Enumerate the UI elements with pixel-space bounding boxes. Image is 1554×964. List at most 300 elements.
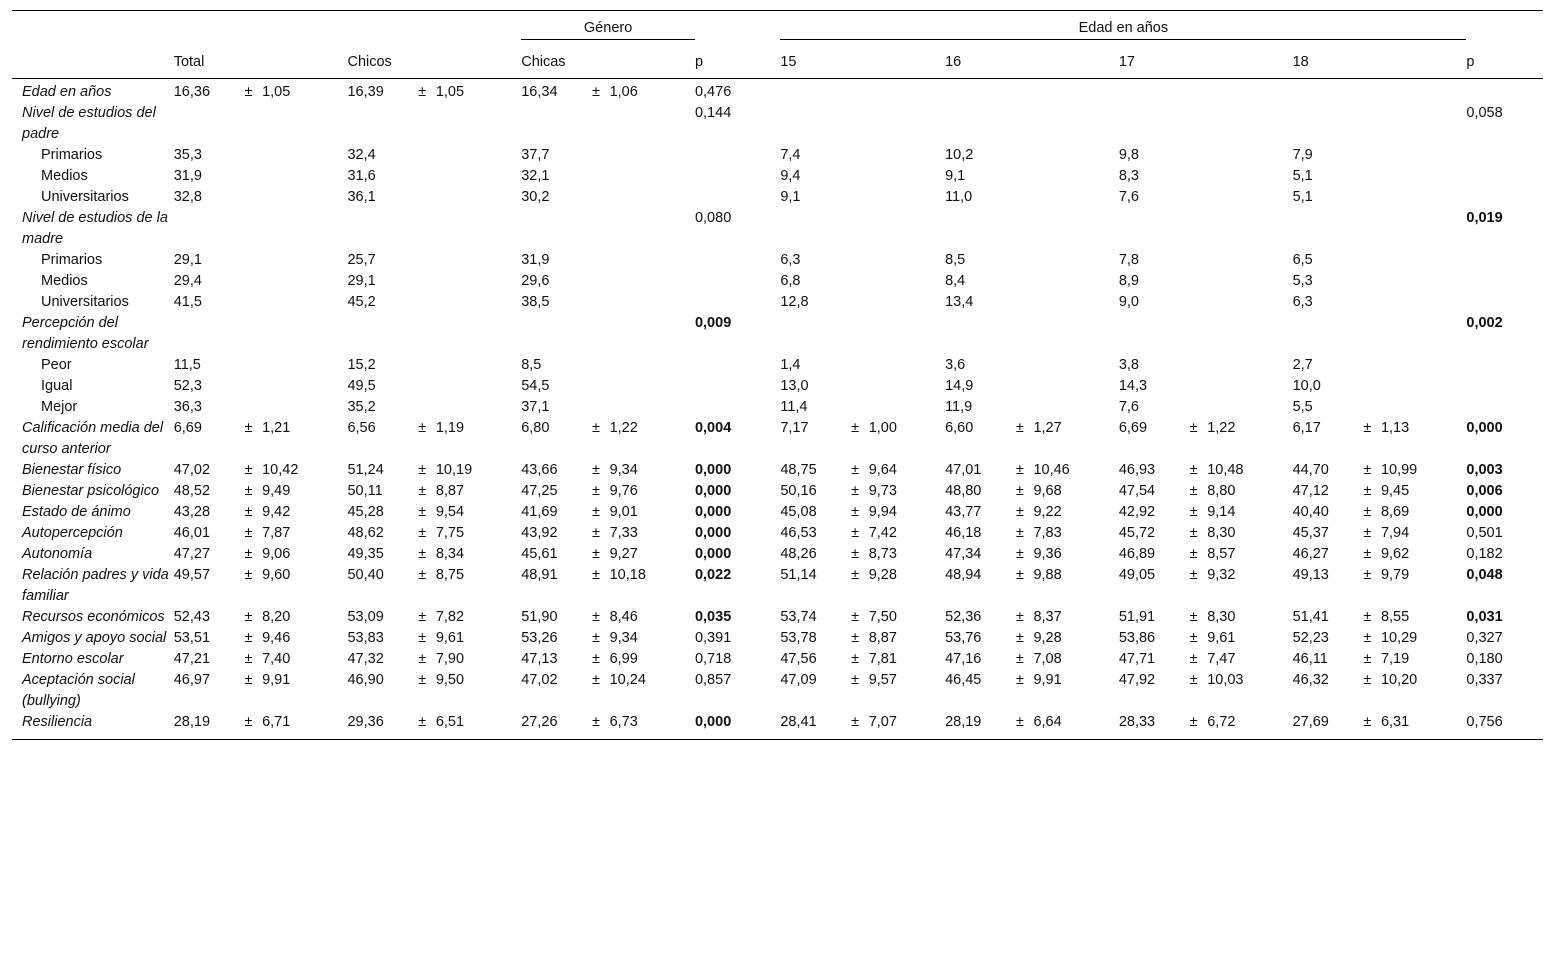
cell-chicas-sd: 6,73 — [610, 712, 695, 740]
cell-a17-pct: 9,8 — [1118, 147, 1139, 163]
cell-chicas-mean: 43,66 — [521, 462, 558, 478]
row-label: Universitarios — [41, 294, 129, 310]
table-row — [12, 418, 1543, 460]
cell-a15-pct: 7,4 — [780, 147, 801, 163]
cell-a16-mean: 6,60 — [945, 420, 974, 436]
cell-a18-pm: ± — [1363, 483, 1372, 499]
table-row — [12, 187, 1543, 208]
cell-a16-pct: 8,4 — [945, 273, 966, 289]
cell-a16-sd: 9,22 — [1033, 504, 1062, 520]
cell-total-sd: 9,91 — [262, 672, 291, 688]
cell-chicos-mean: 48,62 — [347, 525, 384, 541]
cell-chicos-mean: 50,11 — [347, 483, 383, 499]
cell-total-pct: 35,3 — [173, 147, 202, 163]
p-value-genero — [695, 145, 780, 166]
table-body — [12, 79, 1543, 740]
cell-a15-sd: 8,87 — [868, 630, 897, 646]
cell-a16-pm: ± — [1015, 567, 1024, 583]
cell-chicos-sd: 10,19 — [435, 462, 473, 478]
cell-total-mean: 49,57 — [173, 567, 211, 583]
cell-chicos-pct: 32,4 — [347, 147, 376, 163]
cell-a16-pm: ± — [1015, 651, 1024, 667]
cell-chicas-sd: 9,34 — [609, 462, 638, 478]
cell-a18-pct: 6,3 — [1292, 294, 1313, 310]
cell-chicos-pm: ± — [409, 712, 436, 740]
cell-a15-pm: ± — [842, 712, 869, 740]
row-label: Relación padres y vida familiar — [22, 567, 169, 604]
table-row — [12, 250, 1543, 271]
cell-a16-mean: 48,94 — [945, 567, 982, 583]
p-value-genero — [695, 250, 780, 271]
row-label: Primarios — [41, 252, 103, 268]
cell-a18-pm: ± — [1363, 567, 1372, 583]
cell-a15-empty — [780, 313, 945, 355]
table-row — [12, 79, 1543, 104]
cell-a18-sd: 7,19 — [1380, 651, 1410, 667]
cell-a15-empty — [780, 79, 945, 104]
cell-a16-mean: 43,77 — [945, 504, 982, 520]
row-label: Resiliencia — [12, 712, 174, 740]
row-label: Amigos y apoyo social — [22, 630, 167, 646]
cell-total-pct: 32,8 — [173, 189, 202, 205]
cell-chicos-mean: 29,36 — [347, 712, 408, 740]
cell-total-mean: 46,97 — [173, 672, 211, 688]
cell-a17-mean: 45,72 — [1118, 525, 1156, 541]
cell-chicos-pct: 35,2 — [347, 399, 376, 415]
cell-a16-pm: ± — [1015, 630, 1024, 646]
cell-a18-pm: ± — [1363, 525, 1372, 541]
table-row — [12, 523, 1543, 544]
row-label: Peor — [41, 357, 72, 373]
cell-chicas-sd: 1,22 — [609, 420, 638, 436]
cell-a17-mean: 51,91 — [1118, 609, 1156, 625]
p-value-genero: 0,476 — [694, 84, 732, 100]
cell-a18-pct: 2,7 — [1292, 357, 1313, 373]
cell-chicas-mean: 41,69 — [521, 504, 558, 520]
cell-a17-pm: ± — [1189, 609, 1198, 625]
cell-a17-sd: 8,57 — [1207, 546, 1236, 562]
cell-a17-sd: 9,32 — [1207, 567, 1236, 583]
cell-a15-mean: 51,14 — [780, 567, 817, 583]
row-label: Medios — [41, 168, 88, 184]
row-label: Nivel de estudios de la madre — [22, 210, 168, 247]
p-value-edad: 0,000 — [1466, 420, 1503, 436]
cell-chicos-mean: 51,24 — [347, 462, 384, 478]
p-value-edad: 0,031 — [1466, 609, 1503, 625]
p-value-genero — [695, 376, 780, 397]
cell-total-mean: 6,69 — [173, 420, 202, 436]
group-header-row — [12, 11, 1543, 47]
cell-a18-mean: 46,27 — [1292, 546, 1329, 562]
cell-total-sd: 9,46 — [262, 630, 291, 646]
cell-chicas-sd: 10,18 — [609, 567, 646, 583]
cell-a18-sd: 9,79 — [1380, 567, 1410, 583]
column-header-row — [12, 46, 1543, 79]
cell-total-pm: ± — [244, 483, 253, 499]
cell-chicas-empty — [521, 208, 695, 250]
cell-chicos-pm: ± — [418, 567, 427, 583]
cell-a16-sd: 7,83 — [1033, 525, 1062, 541]
cell-total-pct: 41,5 — [173, 294, 202, 310]
cell-a15-pm: ± — [851, 504, 860, 520]
row-label: Edad en años — [22, 84, 112, 100]
cell-a16-pm: ± — [1015, 609, 1024, 625]
cell-a15-empty — [780, 103, 945, 145]
cell-a16-sd: 9,88 — [1033, 567, 1062, 583]
cell-a18-mean: 46,32 — [1292, 672, 1329, 688]
table-row — [12, 649, 1543, 670]
cell-chicos-sd: 7,90 — [435, 651, 465, 667]
cell-a15-pct: 9,4 — [780, 168, 801, 184]
cell-a18-pct: 5,5 — [1292, 399, 1313, 415]
col-header-chicos: Chicos — [347, 46, 521, 79]
group-header-genero: Género — [521, 11, 695, 47]
cell-a16-pm: ± — [1015, 672, 1024, 688]
cell-total-pm: ± — [244, 567, 253, 583]
cell-a15-sd: 1,00 — [868, 420, 897, 436]
p-value-genero: 0,022 — [694, 567, 732, 583]
cell-a15-mean: 47,09 — [780, 672, 817, 688]
cell-a15-sd: 9,28 — [868, 567, 897, 583]
cell-a15-pct: 6,8 — [780, 273, 801, 289]
table-row — [12, 712, 1543, 740]
p-value-genero: 0,035 — [694, 609, 732, 625]
cell-chicos-sd: 9,61 — [435, 630, 465, 646]
cell-chicos-pm: ± — [418, 672, 427, 688]
cell-chicos-sd: 7,75 — [435, 525, 465, 541]
cell-chicas-sd: 1,06 — [609, 84, 638, 100]
cell-a18-pm: ± — [1354, 712, 1381, 740]
cell-a17-pm: ± — [1189, 420, 1198, 436]
cell-a16-sd: 9,28 — [1033, 630, 1062, 646]
cell-chicos-mean: 45,28 — [347, 504, 384, 520]
p-value-edad: 0,006 — [1466, 483, 1503, 499]
cell-a17-sd: 6,72 — [1207, 712, 1292, 740]
cell-chicas-mean: 47,25 — [521, 483, 558, 499]
cell-a16-pct: 11,0 — [945, 189, 973, 205]
cell-a18-mean: 51,41 — [1292, 609, 1329, 625]
cell-total-pm: ± — [244, 672, 253, 688]
cell-a16-mean: 52,36 — [945, 609, 982, 625]
cell-a15-mean: 46,53 — [780, 525, 817, 541]
cell-chicas-mean: 6,80 — [521, 420, 550, 436]
cell-a17-pm: ± — [1189, 630, 1198, 646]
cell-a17-pct: 7,8 — [1118, 252, 1139, 268]
table-row — [12, 355, 1543, 376]
col-header-chicas: Chicas — [521, 46, 695, 79]
table-row — [12, 565, 1543, 607]
table-row — [12, 208, 1543, 250]
cell-a17-pct: 8,9 — [1118, 273, 1139, 289]
cell-chicos-sd: 6,51 — [436, 712, 521, 740]
cell-chicas-pct: 29,6 — [521, 273, 550, 289]
table-row — [12, 628, 1543, 649]
cell-a15-sd: 9,94 — [868, 504, 897, 520]
cell-a17-sd: 9,14 — [1207, 504, 1236, 520]
cell-chicas-pm: ± — [582, 712, 609, 740]
cell-a18-pct: 10,0 — [1292, 378, 1321, 394]
cell-chicas-pct: 37,1 — [521, 399, 550, 415]
cell-chicos-pm: ± — [418, 420, 427, 436]
cell-a18-pm: ± — [1363, 462, 1372, 478]
table-row — [12, 313, 1543, 355]
cell-total-sd: 8,20 — [262, 609, 291, 625]
p-value-edad: 0,337 — [1466, 672, 1503, 688]
cell-a18-empty — [1293, 313, 1467, 355]
cell-chicas-pm: ± — [592, 651, 601, 667]
p-value-edad: 0,019 — [1466, 210, 1503, 226]
p-value-genero — [695, 166, 780, 187]
cell-a17-mean: 47,54 — [1118, 483, 1156, 499]
cell-a16-mean: 47,01 — [945, 462, 982, 478]
cell-chicos-pm: ± — [418, 525, 427, 541]
cell-chicos-empty — [347, 208, 521, 250]
cell-chicas-mean: 43,92 — [521, 525, 558, 541]
cell-a16-pct: 8,5 — [945, 252, 966, 268]
cell-chicos-pct: 36,1 — [347, 189, 376, 205]
cell-chicos-mean: 6,56 — [347, 420, 376, 436]
p-value-edad: 0,756 — [1466, 712, 1543, 740]
cell-total-mean: 47,21 — [173, 651, 211, 667]
cell-a17-pm: ± — [1189, 651, 1198, 667]
cell-total-mean: 53,51 — [173, 630, 211, 646]
cell-total-sd: 6,71 — [262, 712, 347, 740]
p-value-edad: 0,058 — [1466, 105, 1503, 121]
cell-a17-empty — [1119, 208, 1293, 250]
p-value-edad: 0,501 — [1466, 525, 1503, 541]
cell-a16-sd: 9,68 — [1033, 483, 1062, 499]
cell-chicas-pm: ± — [592, 525, 601, 541]
cell-a15-pm: ± — [851, 672, 860, 688]
row-label: Medios — [41, 273, 88, 289]
cell-a16-empty — [945, 79, 1119, 104]
cell-chicos-sd: 1,19 — [435, 420, 465, 436]
row-label: Universitarios — [41, 189, 129, 205]
cell-chicos-sd: 7,82 — [435, 609, 465, 625]
p-value-edad — [1466, 397, 1543, 418]
cell-chicos-pct: 49,5 — [347, 378, 376, 394]
cell-a18-pm: ± — [1363, 546, 1372, 562]
cell-total-pct: 11,5 — [173, 357, 201, 373]
cell-a15-mean: 47,56 — [780, 651, 817, 667]
p-value-genero: 0,000 — [694, 546, 732, 562]
cell-chicas-pm: ± — [592, 567, 601, 583]
row-label: Bienestar físico — [22, 462, 122, 478]
cell-a16-pm: ± — [1015, 546, 1024, 562]
cell-a15-pm: ± — [851, 609, 860, 625]
cell-total-empty — [174, 313, 348, 355]
row-label: Entorno escolar — [22, 651, 124, 667]
cell-a16-pct: 9,1 — [945, 168, 966, 184]
cell-chicas-sd: 9,34 — [609, 630, 638, 646]
cell-a18-pm: ± — [1363, 420, 1372, 436]
cell-a15-pct: 9,1 — [780, 189, 801, 205]
cell-a18-sd: 10,29 — [1380, 630, 1418, 646]
cell-total-mean: 48,52 — [173, 483, 211, 499]
p-value-edad — [1466, 292, 1543, 313]
cell-total-pm: ± — [244, 651, 253, 667]
cell-chicos-pct: 45,2 — [347, 294, 376, 310]
cell-chicas-pct: 54,5 — [521, 378, 550, 394]
col-header-p-edad: p — [1466, 46, 1543, 79]
p-value-genero: 0,080 — [694, 210, 732, 226]
cell-chicas-pct: 32,1 — [521, 168, 550, 184]
cell-a18-pm: ± — [1363, 651, 1372, 667]
cell-a16-mean: 47,16 — [945, 651, 982, 667]
cell-a18-mean: 46,11 — [1292, 651, 1328, 667]
table-row — [12, 460, 1543, 481]
cell-a17-pm: ± — [1189, 525, 1198, 541]
cell-a16-mean: 48,80 — [945, 483, 982, 499]
cell-a17-sd: 8,80 — [1207, 483, 1236, 499]
cell-chicos-mean: 46,90 — [347, 672, 384, 688]
cell-chicas-sd: 6,99 — [609, 651, 638, 667]
cell-total-mean: 28,19 — [174, 712, 235, 740]
cell-a18-sd: 8,69 — [1380, 504, 1410, 520]
row-label: Percepción del rendimiento escolar — [22, 315, 149, 352]
cell-a16-empty — [945, 103, 1119, 145]
p-value-genero — [695, 397, 780, 418]
cell-a18-empty — [1293, 79, 1467, 104]
table-row — [12, 670, 1543, 712]
cell-a16-sd: 6,64 — [1033, 712, 1118, 740]
cell-a17-pct: 9,0 — [1118, 294, 1139, 310]
p-value-edad — [1466, 79, 1543, 104]
cell-a17-pm: ± — [1180, 712, 1207, 740]
cell-a18-empty — [1293, 103, 1467, 145]
row-label: Bienestar psicológico — [22, 483, 160, 499]
cell-a17-mean: 42,92 — [1118, 504, 1156, 520]
cell-a17-pct: 3,8 — [1118, 357, 1139, 373]
cell-a17-sd: 7,47 — [1207, 651, 1236, 667]
cell-a18-mean: 27,69 — [1293, 712, 1354, 740]
p-value-genero: 0,000 — [694, 504, 732, 520]
cell-total-sd: 10,42 — [262, 462, 299, 478]
cell-a15-mean: 53,78 — [780, 630, 817, 646]
table-row — [12, 166, 1543, 187]
cell-chicas-pm: ± — [592, 462, 601, 478]
p-value-edad — [1466, 145, 1543, 166]
cell-chicas-mean: 16,34 — [521, 84, 558, 100]
cell-chicas-pct: 37,7 — [521, 147, 550, 163]
row-label: Autopercepción — [22, 525, 123, 541]
cell-total-sd: 9,42 — [262, 504, 291, 520]
cell-a18-sd: 7,94 — [1380, 525, 1410, 541]
p-value-edad: 0,327 — [1466, 630, 1503, 646]
cell-a18-sd: 9,45 — [1380, 483, 1410, 499]
table-row — [12, 544, 1543, 565]
cell-a16-pct: 13,4 — [945, 294, 974, 310]
cell-a15-pct: 11,4 — [780, 399, 808, 415]
cell-a16-pct: 11,9 — [945, 399, 973, 415]
cell-a15-pct: 1,4 — [780, 357, 801, 373]
cell-chicas-mean: 47,13 — [521, 651, 558, 667]
group-header-edad: Edad en años — [780, 11, 1466, 47]
cell-chicas-pct: 30,2 — [521, 189, 550, 205]
cell-a17-sd: 10,03 — [1207, 672, 1244, 688]
cell-a17-empty — [1119, 103, 1293, 145]
cell-chicas-sd: 10,24 — [609, 672, 646, 688]
cell-chicos-mean: 16,39 — [347, 84, 384, 100]
cell-chicas-pm: ± — [592, 672, 601, 688]
cell-a17-sd: 8,30 — [1207, 525, 1236, 541]
cell-chicos-pm: ± — [418, 504, 427, 520]
cell-chicos-pm: ± — [418, 84, 427, 100]
cell-a17-pm: ± — [1189, 546, 1198, 562]
cell-a18-sd: 6,31 — [1381, 712, 1466, 740]
cell-a16-sd: 9,36 — [1033, 546, 1062, 562]
row-label: Recursos económicos — [22, 609, 165, 625]
cell-chicos-pct: 15,2 — [347, 357, 376, 373]
cell-a17-pm: ± — [1189, 672, 1198, 688]
cell-chicas-mean: 47,02 — [521, 672, 558, 688]
cell-chicas-pm: ± — [592, 630, 601, 646]
p-value-edad: 0,048 — [1466, 567, 1503, 583]
cell-a17-empty — [1119, 313, 1293, 355]
cell-a16-sd: 8,37 — [1033, 609, 1062, 625]
cell-a18-pct: 7,9 — [1292, 147, 1313, 163]
p-value-genero: 0,000 — [694, 525, 732, 541]
p-value-edad — [1466, 376, 1543, 397]
cell-chicos-mean: 53,83 — [347, 630, 384, 646]
cell-a15-pm: ± — [851, 567, 860, 583]
cell-total-sd: 7,40 — [262, 651, 291, 667]
cell-a17-mean: 46,93 — [1118, 462, 1156, 478]
cell-a18-mean: 45,37 — [1292, 525, 1329, 541]
cell-total-mean: 47,02 — [173, 462, 211, 478]
cell-chicas-sd: 9,01 — [609, 504, 638, 520]
cell-chicas-mean: 27,26 — [521, 712, 582, 740]
cell-a18-pct: 5,1 — [1292, 168, 1313, 184]
cell-a18-empty — [1293, 208, 1467, 250]
cell-chicas-sd: 9,76 — [609, 483, 638, 499]
cell-total-pct: 31,9 — [173, 168, 202, 184]
cell-a17-mean: 49,05 — [1118, 567, 1156, 583]
cell-a16-sd: 10,46 — [1033, 462, 1070, 478]
cell-chicos-mean: 47,32 — [347, 651, 384, 667]
cell-a17-sd: 9,61 — [1207, 630, 1236, 646]
cell-chicas-pm: ± — [592, 84, 601, 100]
cell-chicos-pm: ± — [418, 651, 427, 667]
cell-total-pct: 36,3 — [173, 399, 202, 415]
p-value-genero — [695, 187, 780, 208]
cell-a16-pct: 14,9 — [945, 378, 974, 394]
cell-a16-pct: 10,2 — [945, 147, 974, 163]
row-label: Igual — [41, 378, 73, 394]
cell-a18-sd: 9,62 — [1380, 546, 1410, 562]
cell-total-pm: ± — [244, 462, 253, 478]
cell-chicas-pm: ± — [592, 483, 601, 499]
cell-a15-sd: 7,50 — [868, 609, 897, 625]
cell-chicas-mean: 53,26 — [521, 630, 558, 646]
cell-a18-mean: 44,70 — [1292, 462, 1329, 478]
cell-chicos-pm: ± — [418, 630, 427, 646]
cell-a17-mean: 6,69 — [1118, 420, 1148, 436]
cell-total-sd: 9,60 — [262, 567, 291, 583]
col-header-total: Total — [174, 46, 348, 79]
p-value-genero — [695, 355, 780, 376]
row-label: Aceptación social (bullying) — [22, 672, 135, 709]
cell-a17-sd: 1,22 — [1207, 420, 1236, 436]
cell-a16-sd: 9,91 — [1033, 672, 1062, 688]
cell-chicas-pm: ± — [592, 546, 601, 562]
cell-a15-pm: ± — [851, 525, 860, 541]
cell-chicos-sd: 9,54 — [435, 504, 465, 520]
cell-a17-sd: 8,30 — [1207, 609, 1236, 625]
cell-chicas-pct: 38,5 — [521, 294, 550, 310]
p-value-genero: 0,009 — [694, 315, 732, 331]
p-value-genero: 0,000 — [694, 462, 732, 478]
